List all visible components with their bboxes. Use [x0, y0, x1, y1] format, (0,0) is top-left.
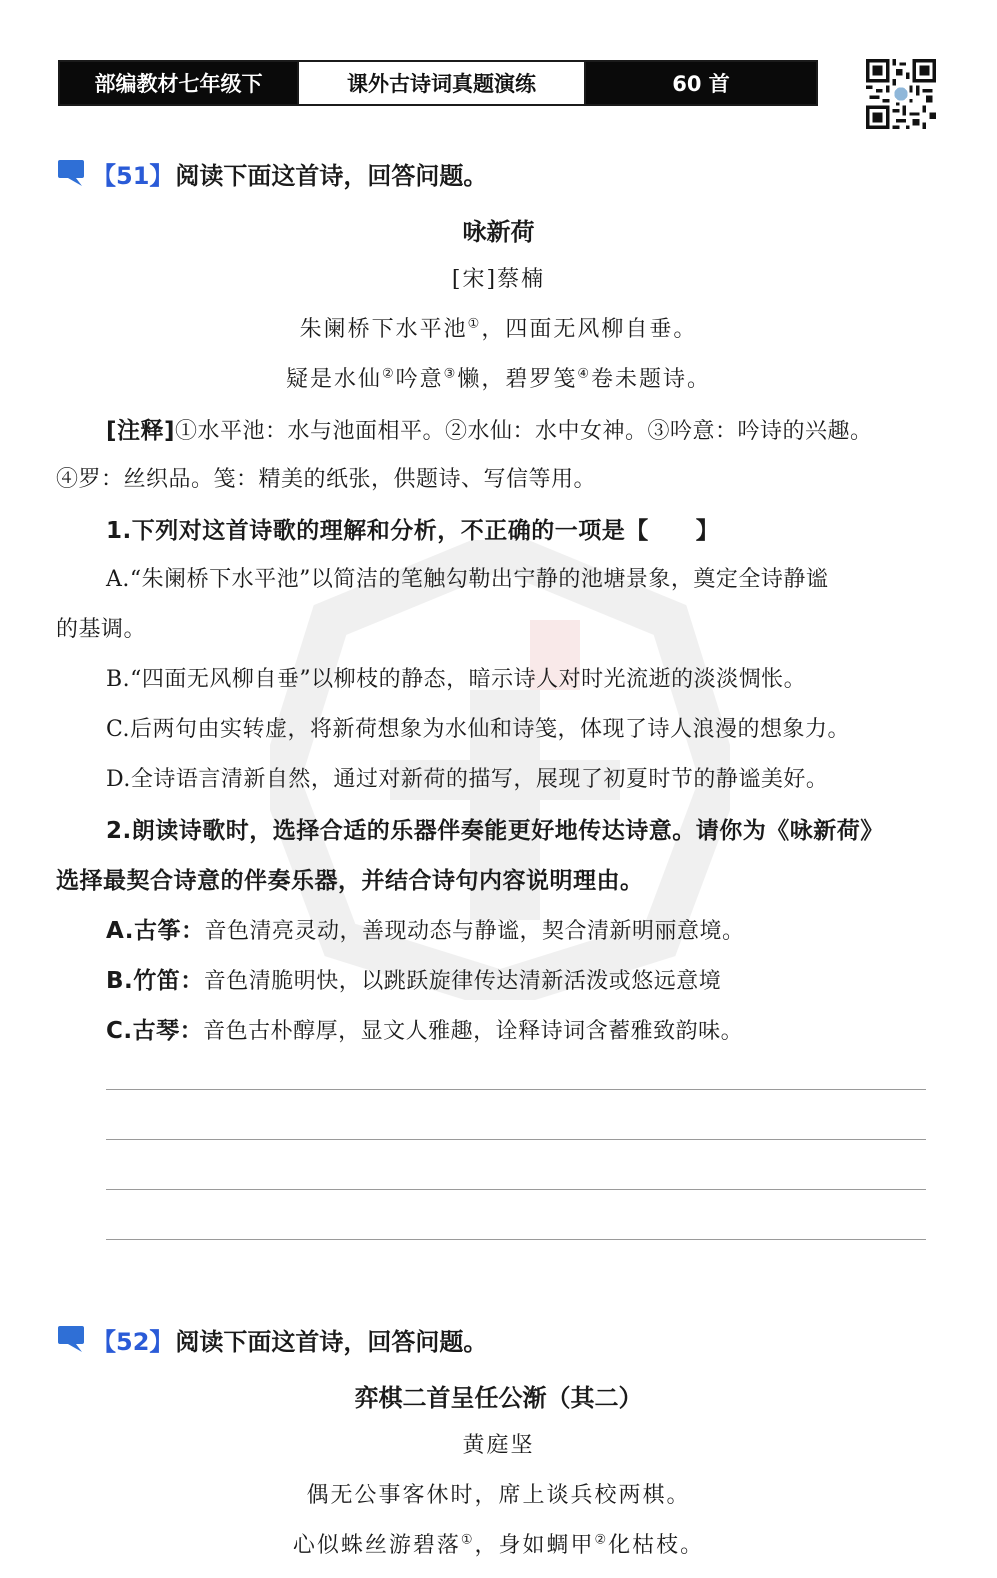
instrument-option-a[interactable]: [106, 912, 744, 945]
qr-code[interactable]: [866, 59, 936, 129]
footnote-mark: ①: [467, 316, 482, 332]
question-number: 【51】: [92, 161, 174, 190]
option-a-continued: 的基调。: [56, 617, 147, 642]
option-label: A.古筝：: [106, 918, 205, 944]
text: 音色清脆明快，以跳跃旋律传达清新活泼或悠远意境: [203, 969, 722, 994]
question-52-heading: [56, 1319, 487, 1359]
text: 音色古朴醇厚，显文人雅趣，诠释诗词含蓄雅致韵味。: [203, 1019, 744, 1044]
text: ，身如蜩甲: [474, 1533, 595, 1558]
footnote-mark: ②: [594, 1532, 609, 1548]
poem-line-2: [0, 1528, 997, 1559]
footnote-mark: ④: [577, 366, 591, 382]
footnote-mark: ②: [382, 366, 396, 382]
text: 心似蛛丝游碧落: [292, 1533, 461, 1558]
text: ，四面无风柳自垂。: [481, 317, 698, 342]
question-51-heading: [56, 153, 487, 193]
instrument-option-c[interactable]: [106, 1012, 743, 1045]
option-label: C.古琴：: [106, 1018, 204, 1044]
text: 朱阑桥下水平池: [299, 317, 468, 342]
option-c[interactable]: C.后两句由实转虚，将新荷想象为水仙和诗笺，体现了诗人浪漫的想象力。: [106, 717, 851, 742]
poem-title: 咏新荷: [462, 218, 535, 246]
header-banner: [58, 60, 818, 106]
notes-line-1: [106, 412, 873, 445]
text: 吟意: [395, 367, 444, 392]
text: 疑是水仙: [285, 367, 382, 392]
notes-label: [注释]: [106, 418, 176, 444]
text: ①水平池：水与池面相平。②水仙：水中女神。③吟意：吟诗的兴趣。: [175, 419, 873, 444]
question-instruction: 阅读下面这首诗，回答问题。: [175, 1327, 488, 1356]
poem-author: [宋]蔡楠: [451, 267, 546, 292]
subject-label: 课外古诗词真题演练: [297, 62, 586, 104]
option-b[interactable]: B.“四面无风柳自垂”以柳枝的静态，暗示诗人对时光流逝的淡淡惆怅。: [106, 667, 807, 692]
sub-question-2-continued: 选择最契合诗意的伴奏乐器，并结合诗句内容说明理由。: [56, 868, 644, 894]
instrument-option-b[interactable]: [106, 962, 721, 995]
option-d[interactable]: D.全诗语言清新自然，通过对新荷的描写，展现了初夏时节的静谧美好。: [106, 767, 829, 792]
question-instruction: 阅读下面这首诗，回答问题。: [175, 161, 488, 190]
answer-line[interactable]: [106, 1189, 926, 1190]
poem-line-1: 偶无公事客休时，席上谈兵校两棋。: [306, 1483, 691, 1508]
grade-label: 部编教材七年级下: [60, 62, 297, 104]
poem-title: 弈棋二首呈任公渐（其二）: [354, 1384, 643, 1412]
poem-line-1: [0, 312, 997, 343]
text: 懒，碧罗笺: [457, 367, 578, 392]
option-label: B.竹笛：: [106, 968, 204, 994]
notes-line-2: ④罗：丝织品。笺：精美的纸张，供题诗、写信等用。: [56, 467, 597, 492]
answer-line[interactable]: [106, 1089, 926, 1090]
poem-author: 黄庭坚: [462, 1433, 535, 1458]
option-a[interactable]: A.“朱阑桥下水平池”以简洁的笔触勾勒出宁静的池塘景象，奠定全诗静谧: [106, 567, 829, 592]
sub-question-2: 2.朗读诗歌时，选择合适的乐器伴奏能更好地传达诗意。请你为《咏新荷》: [106, 818, 884, 844]
sub-question-1: 1.下列对这首诗歌的理解和分析，不正确的一项是【 】: [106, 518, 720, 544]
chat-bubble-icon: [56, 158, 88, 188]
text: 卷未题诗。: [591, 367, 712, 392]
poem-line-2: [0, 362, 997, 393]
footnote-mark: ③: [443, 366, 458, 382]
count-label: 60 首: [586, 62, 816, 104]
answer-line[interactable]: [106, 1139, 926, 1140]
text: 音色清亮灵动，善现动态与静谧，契合清新明丽意境。: [204, 919, 745, 944]
question-number: 【52】: [92, 1327, 174, 1356]
answer-line[interactable]: [106, 1239, 926, 1240]
text: 化枯枝。: [608, 1533, 705, 1558]
footnote-mark: ①: [460, 1532, 475, 1548]
chat-bubble-icon: [56, 1324, 88, 1354]
